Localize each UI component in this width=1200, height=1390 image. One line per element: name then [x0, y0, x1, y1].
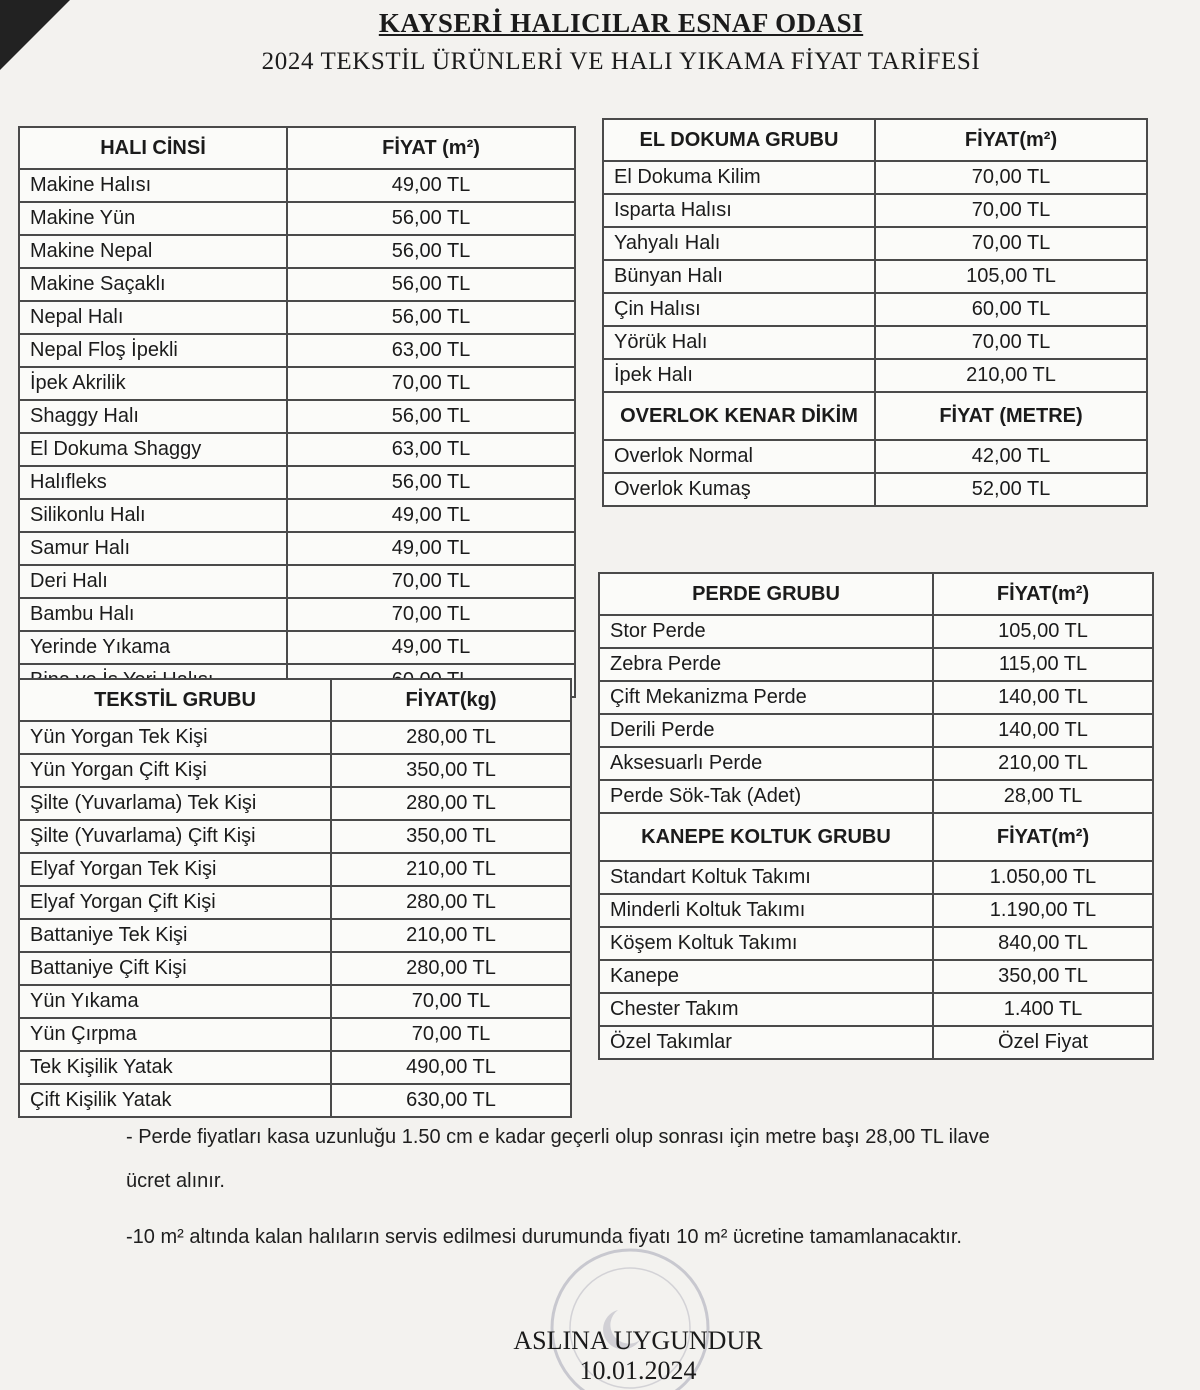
item-name: Samur Halı: [19, 532, 287, 565]
item-name: Yörük Halı: [603, 326, 875, 359]
table-row: [19, 400, 575, 433]
item-name: Çin Halısı: [603, 293, 875, 326]
item-name: İpek Halı: [603, 359, 875, 392]
note-curtain-line1: - Perde fiyatları kasa uzunluğu 1.50 cm e kadar geçerli olup sonrası için metre başı 28,00 TL ilave: [126, 1126, 990, 1148]
item-name: Silikonlu Halı: [19, 499, 287, 532]
tekstil-price-header: FİYAT(kg): [331, 679, 571, 721]
table-row: [19, 787, 571, 820]
table-row: [19, 301, 575, 334]
item-name: Makine Yün: [19, 202, 287, 235]
item-price: 350,00 TL: [331, 820, 571, 853]
table-row: [19, 499, 575, 532]
table-row: [19, 853, 571, 886]
table-row: [19, 433, 575, 466]
item-price: 70,00 TL: [875, 326, 1147, 359]
table-row: [603, 260, 1147, 293]
item-name: Elyaf Yorgan Tek Kişi: [19, 853, 331, 886]
tekstil-grubu-header: TEKSTİL GRUBU: [19, 679, 331, 721]
item-price: 70,00 TL: [331, 985, 571, 1018]
item-price: 63,00 TL: [287, 433, 575, 466]
item-price: 105,00 TL: [933, 615, 1153, 648]
table-row: [599, 747, 1153, 780]
table-row: [19, 532, 575, 565]
item-price: 350,00 TL: [933, 960, 1153, 993]
item-name: Standart Koltuk Takımı: [599, 861, 933, 894]
item-price: 70,00 TL: [875, 161, 1147, 194]
item-price: 28,00 TL: [933, 780, 1153, 813]
table-row: [19, 754, 571, 787]
table-row: [19, 367, 575, 400]
table-row: [599, 993, 1153, 1026]
item-price: 210,00 TL: [933, 747, 1153, 780]
tekstil-grubu-table: [18, 678, 572, 1118]
item-price: 280,00 TL: [331, 952, 571, 985]
item-price: 49,00 TL: [287, 631, 575, 664]
table-row: [19, 631, 575, 664]
item-name: Çift Mekanizma Perde: [599, 681, 933, 714]
item-name: Minderli Koltuk Takımı: [599, 894, 933, 927]
item-price: 70,00 TL: [875, 227, 1147, 260]
table-row: [599, 681, 1153, 714]
item-name: Stor Perde: [599, 615, 933, 648]
certified-date: 10.01.2024: [579, 1356, 697, 1385]
el-dokuma-grubu-table: [602, 118, 1148, 507]
item-name: Battaniye Tek Kişi: [19, 919, 331, 952]
item-name: Overlok Kumaş: [603, 473, 875, 506]
perde-grubu-table: [598, 572, 1154, 1060]
table-row: [19, 1018, 571, 1051]
item-name: Bambu Halı: [19, 598, 287, 631]
table-row: [599, 1026, 1153, 1059]
item-price: 1.400 TL: [933, 993, 1153, 1026]
perde-price-header: FİYAT(m²): [933, 573, 1153, 615]
el-dokuma-grubu-header: EL DOKUMA GRUBU: [603, 119, 875, 161]
item-price: 350,00 TL: [331, 754, 571, 787]
item-price: 140,00 TL: [933, 681, 1153, 714]
item-name: Bünyan Halı: [603, 260, 875, 293]
item-price: 63,00 TL: [287, 334, 575, 367]
item-price: 630,00 TL: [331, 1084, 571, 1117]
item-name: Elyaf Yorgan Çift Kişi: [19, 886, 331, 919]
item-price: 56,00 TL: [287, 268, 575, 301]
item-price: 49,00 TL: [287, 532, 575, 565]
item-name: Nepal Halı: [19, 301, 287, 334]
table-row: [19, 235, 575, 268]
table-row: [599, 780, 1153, 813]
item-name: Perde Sök-Tak (Adet): [599, 780, 933, 813]
item-name: Yün Yıkama: [19, 985, 331, 1018]
item-name: Özel Takımlar: [599, 1026, 933, 1059]
item-name: Zebra Perde: [599, 648, 933, 681]
item-price: 70,00 TL: [287, 598, 575, 631]
note-minimum-area: -10 m² altında kalan halıların servis edilmesi durumunda fiyatı 10 m² ücretine tamamlanacaktır.: [126, 1226, 962, 1248]
table-row: [19, 886, 571, 919]
item-price: 70,00 TL: [875, 194, 1147, 227]
table-row: [19, 919, 571, 952]
kanepe-koltuk-grubu-header: KANEPE KOLTUK GRUBU: [599, 813, 933, 861]
table-row: [19, 598, 575, 631]
table-row: [19, 466, 575, 499]
note-curtain-line2: ücret alınır.: [126, 1170, 225, 1192]
item-name: Derili Perde: [599, 714, 933, 747]
table-row: [19, 1084, 571, 1117]
hali-price-header: FİYAT (m²): [287, 127, 575, 169]
table-row: [603, 473, 1147, 506]
item-name: Makine Halısı: [19, 169, 287, 202]
overlok-kenar-dikim-header: OVERLOK KENAR DİKİM: [603, 392, 875, 440]
item-price: 1.050,00 TL: [933, 861, 1153, 894]
table-row: [599, 714, 1153, 747]
hali-cinsi-header: HALI CİNSİ: [19, 127, 287, 169]
table-row: [19, 820, 571, 853]
table-row: [603, 440, 1147, 473]
table-row: [19, 1051, 571, 1084]
item-price: 840,00 TL: [933, 927, 1153, 960]
table-row: [603, 326, 1147, 359]
item-name: Overlok Normal: [603, 440, 875, 473]
item-name: Şilte (Yuvarlama) Tek Kişi: [19, 787, 331, 820]
item-name: Nepal Floş İpekli: [19, 334, 287, 367]
table-row: [19, 334, 575, 367]
table-row: [603, 293, 1147, 326]
hali-cinsi-table: [18, 126, 576, 698]
item-name: Aksesuarlı Perde: [599, 747, 933, 780]
item-name: Yerinde Yıkama: [19, 631, 287, 664]
document-subtitle: 2024 TEKSTİL ÜRÜNLERİ VE HALI YIKAMA FİYAT TARİFESİ: [261, 48, 981, 75]
item-name: Makine Saçaklı: [19, 268, 287, 301]
item-name: Şilte (Yuvarlama) Çift Kişi: [19, 820, 331, 853]
item-price: 56,00 TL: [287, 301, 575, 334]
item-name: Çift Kişilik Yatak: [19, 1084, 331, 1117]
table-row: [603, 359, 1147, 392]
item-price: 210,00 TL: [331, 919, 571, 952]
item-name: Makine Nepal: [19, 235, 287, 268]
item-name: Tek Kişilik Yatak: [19, 1051, 331, 1084]
table-row: [19, 721, 571, 754]
table-row: [19, 169, 575, 202]
item-name: El Dokuma Kilim: [603, 161, 875, 194]
table-row: [19, 952, 571, 985]
table-row: [603, 161, 1147, 194]
item-price: 49,00 TL: [287, 499, 575, 532]
item-name: Shaggy Halı: [19, 400, 287, 433]
table-row: [19, 202, 575, 235]
certified-copy-label: ASLINA UYGUNDUR: [513, 1326, 763, 1355]
document-title: KAYSERİ HALICILAR ESNAF ODASI: [378, 8, 864, 38]
item-price: 42,00 TL: [875, 440, 1147, 473]
item-price: 70,00 TL: [287, 367, 575, 400]
overlok-price-header: FİYAT (METRE): [875, 392, 1147, 440]
table-row: [599, 861, 1153, 894]
item-price: 70,00 TL: [287, 565, 575, 598]
item-price: 105,00 TL: [875, 260, 1147, 293]
item-name: Kanepe: [599, 960, 933, 993]
table-row: [19, 985, 571, 1018]
item-name: Yün Çırpma: [19, 1018, 331, 1051]
item-price: 49,00 TL: [287, 169, 575, 202]
item-name: El Dokuma Shaggy: [19, 433, 287, 466]
item-price: 280,00 TL: [331, 886, 571, 919]
item-price: 210,00 TL: [875, 359, 1147, 392]
table-row: [599, 648, 1153, 681]
item-name: Halıfleks: [19, 466, 287, 499]
item-name: Yün Yorgan Çift Kişi: [19, 754, 331, 787]
item-price: 280,00 TL: [331, 721, 571, 754]
el-dokuma-price-header: FİYAT(m²): [875, 119, 1147, 161]
item-price: 210,00 TL: [331, 853, 571, 886]
item-price: 280,00 TL: [331, 787, 571, 820]
item-name: Deri Halı: [19, 565, 287, 598]
item-name: İpek Akrilik: [19, 367, 287, 400]
item-name: Yün Yorgan Tek Kişi: [19, 721, 331, 754]
table-row: [19, 268, 575, 301]
item-price: 56,00 TL: [287, 400, 575, 433]
item-name: Isparta Halısı: [603, 194, 875, 227]
table-row: [599, 927, 1153, 960]
item-price: 1.190,00 TL: [933, 894, 1153, 927]
table-row: [19, 565, 575, 598]
item-price: 60,00 TL: [875, 293, 1147, 326]
item-name: Chester Takım: [599, 993, 933, 1026]
perde-grubu-header: PERDE GRUBU: [599, 573, 933, 615]
table-row: [603, 194, 1147, 227]
item-price: 140,00 TL: [933, 714, 1153, 747]
item-price: 56,00 TL: [287, 235, 575, 268]
item-price: 56,00 TL: [287, 466, 575, 499]
kanepe-price-header: FİYAT(m²): [933, 813, 1153, 861]
item-name: Battaniye Çift Kişi: [19, 952, 331, 985]
item-price: 70,00 TL: [331, 1018, 571, 1051]
item-price: 490,00 TL: [331, 1051, 571, 1084]
table-row: [603, 227, 1147, 260]
item-price: 56,00 TL: [287, 202, 575, 235]
item-name: Yahyalı Halı: [603, 227, 875, 260]
item-price: Özel Fiyat: [933, 1026, 1153, 1059]
item-price: 115,00 TL: [933, 648, 1153, 681]
table-row: [599, 960, 1153, 993]
table-row: [599, 894, 1153, 927]
item-price: 52,00 TL: [875, 473, 1147, 506]
item-name: Köşem Koltuk Takımı: [599, 927, 933, 960]
table-row: [599, 615, 1153, 648]
